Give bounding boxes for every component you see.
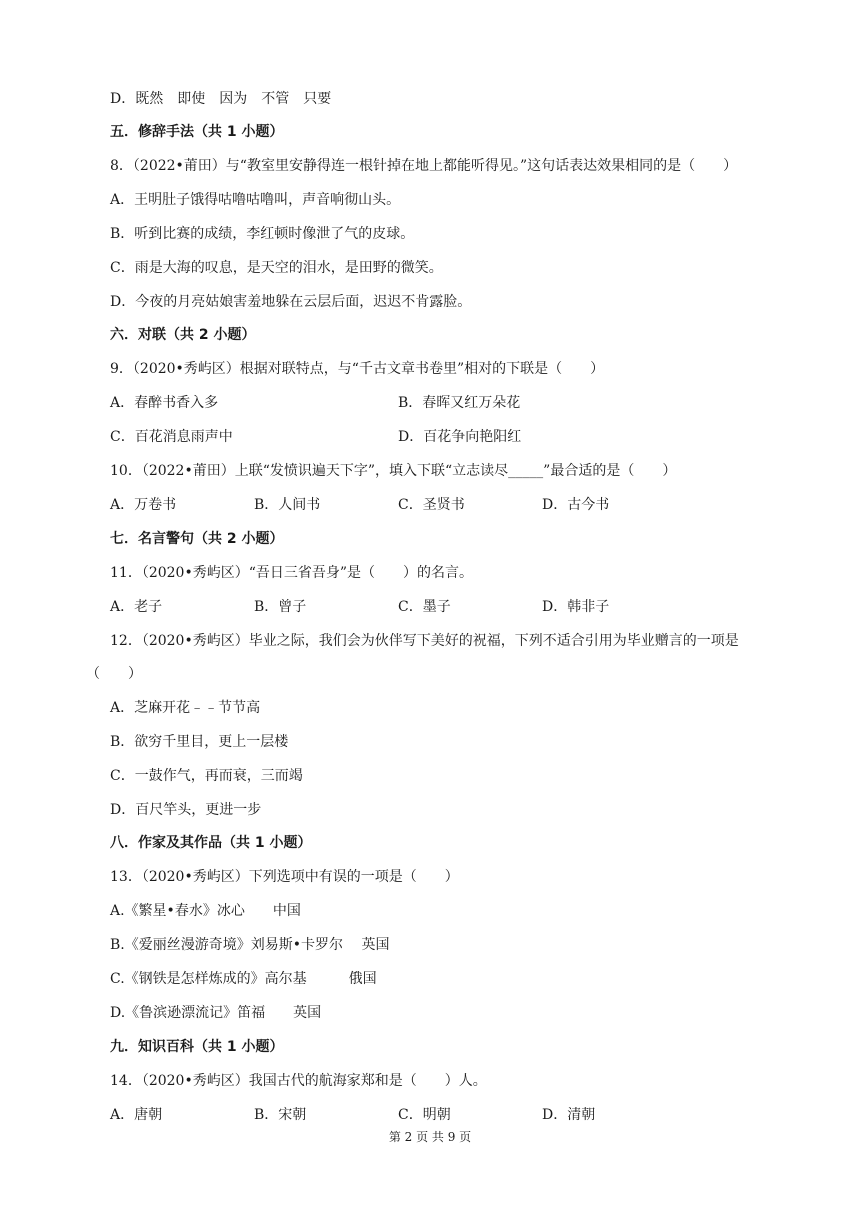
section-heading-rhetoric: 五．修辞手法（共 1 小题）	[110, 124, 284, 140]
q11-option-d: D．韩非子	[542, 599, 610, 615]
q13-option-b: B.《爱丽丝漫游奇境》刘易斯•卡罗尔 英国	[110, 937, 390, 953]
q8-option-c: C．雨是大海的叹息，是天空的泪水，是田野的微笑。	[110, 260, 443, 276]
q11-option-b: B．曾子	[254, 599, 307, 615]
q11-option-c: C．墨子	[398, 599, 451, 615]
q13-option-d: D.《鲁滨逊漂流记》笛福 英国	[110, 1005, 322, 1021]
question-10: 10．（2022•莆田）上联“发愤识遍天下字”，填入下联“立志读尽_____”最合适的是（ ）	[110, 463, 677, 479]
q10-option-b: B．人间书	[254, 497, 321, 513]
section-heading-authors: 八．作家及其作品（共 1 小题）	[110, 835, 312, 851]
question-8: 8．（2022•莆田）与“教室里安静得连一根针掉在地上都能听得见。”这句话表达效果相同的是（ ）	[110, 158, 738, 174]
q12-option-a: A．芝麻开花﹣﹣节节高	[110, 700, 261, 716]
q11-option-a: A．老子	[110, 599, 163, 615]
q9-option-a: A．春醉书香入多	[110, 395, 219, 411]
q10-option-a: A．万卷书	[110, 497, 177, 513]
q12-option-c: C．一鼓作气，再而衰，三而竭	[110, 768, 303, 784]
q13-option-a: A.《繁星•春水》冰心 中国	[110, 903, 301, 919]
question-13: 13．（2020•秀屿区）下列选项中有误的一项是（ ）	[110, 869, 459, 885]
q10-option-d: D．古今书	[542, 497, 610, 513]
question-14: 14．（2020•秀屿区）我国古代的航海家郑和是（ ）人。	[110, 1073, 487, 1089]
q9-option-d: D．百花争向艳阳红	[398, 429, 522, 445]
q12-option-b: B．欲穷千里目，更上一层楼	[110, 734, 289, 750]
q8-option-d: D．今夜的月亮姑娘害羞地躲在云层后面，迟迟不肯露脸。	[110, 294, 472, 310]
q8-option-a: A．王明肚子饿得咕噜咕噜叫，声音响彻山头。	[110, 192, 401, 208]
q8-option-b: B．听到比赛的成绩，李红顿时像泄了气的皮球。	[110, 226, 415, 242]
question-12: 12．（2020•秀屿区）毕业之际，我们会为伙伴写下美好的祝福，下列不适合引用为毕业赠言的一项是	[110, 633, 739, 649]
q14-option-c: C．明朝	[398, 1107, 451, 1123]
question-12-continuation: （ ）	[86, 666, 142, 682]
q9-option-c: C．百花消息雨声中	[110, 429, 233, 445]
question-11: 11．（2020•秀屿区）“吾日三省吾身”是（ ）的名言。	[110, 565, 474, 581]
q10-option-c: C．圣贤书	[398, 497, 465, 513]
q14-option-a: A．唐朝	[110, 1107, 163, 1123]
q7-option-d: D．既然 即使 因为 不管 只要	[110, 91, 332, 107]
question-9: 9．（2020•秀屿区）根据对联特点，与“千古文章书卷里”相对的下联是（ ）	[110, 361, 605, 377]
q14-option-d: D．清朝	[542, 1107, 596, 1123]
section-heading-encyclopedia: 九．知识百科（共 1 小题）	[110, 1039, 284, 1055]
q13-option-c: C.《钢铁是怎样炼成的》高尔基 俄国	[110, 971, 377, 987]
section-heading-quotes: 七．名言警句（共 2 小题）	[110, 531, 284, 547]
q9-option-b: B．春晖又红万朵花	[398, 395, 521, 411]
section-heading-couplets: 六．对联（共 2 小题）	[110, 327, 256, 343]
q12-option-d: D．百尺竿头，更进一步	[110, 802, 262, 818]
page-number-footer: 第 2 页 共 9 页	[388, 1130, 472, 1144]
q14-option-b: B．宋朝	[254, 1107, 307, 1123]
